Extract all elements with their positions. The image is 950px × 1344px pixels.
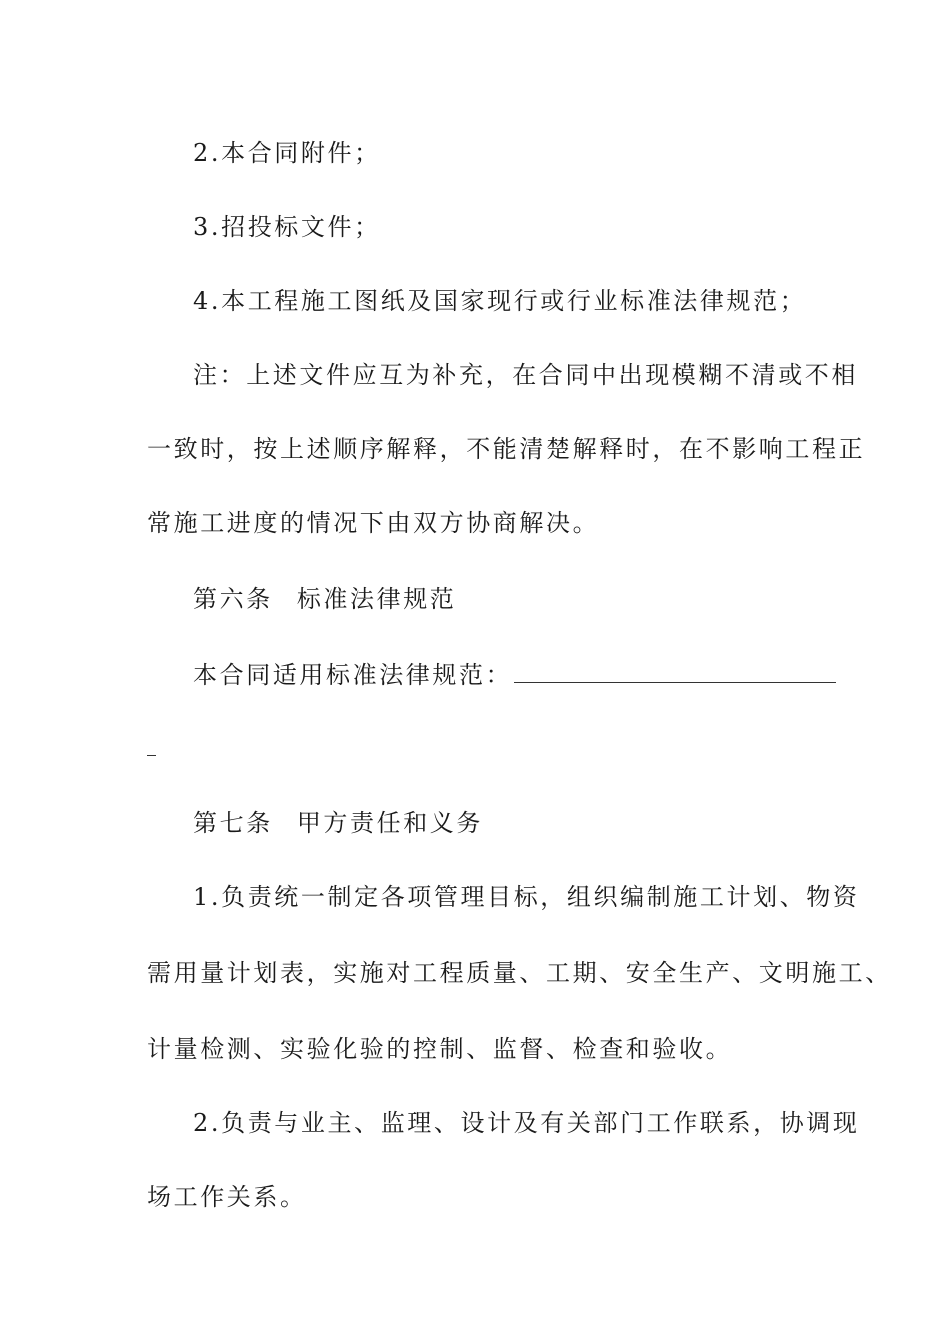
note-paragraph-line-1: 注：上述文件应互为补充，在合同中出现模糊不清或不相: [193, 361, 858, 389]
duty-1-line-2: 需用量计划表，实施对工程质量、工期、安全生产、文明施工、: [147, 959, 892, 987]
list-item-attachments: 2.本合同附件；: [193, 139, 381, 167]
article-6-number: 第六条: [193, 585, 273, 613]
duty-1-line-3: 计量检测、实验化验的控制、监督、检查和验收。: [147, 1035, 733, 1063]
list-item-tender-documents: 3.招投标文件；: [193, 213, 381, 241]
applicable-standards-line: [193, 660, 836, 690]
applicable-standards-blank-continuation: [147, 755, 156, 756]
duty-2-line-1: 2.负责与业主、监理、设计及有关部门工作联系，协调现: [193, 1109, 860, 1137]
article-6-heading: [193, 584, 456, 614]
applicable-standards-blank: [514, 660, 836, 683]
duty-2-line-2: 场工作关系。: [147, 1183, 307, 1211]
note-paragraph-line-3: 常施工进度的情况下由双方协商解决。: [147, 509, 600, 537]
note-paragraph-line-2: 一致时，按上述顺序解释，不能清楚解释时，在不影响工程正: [147, 435, 866, 463]
list-item-drawings-standards: 4.本工程施工图纸及国家现行或行业标准法律规范；: [193, 287, 807, 315]
applicable-standards-label: 本合同适用标准法律规范：: [193, 661, 513, 689]
article-6-title: 标准法律规范: [296, 585, 457, 613]
article-7-number: 第七条: [193, 809, 273, 837]
article-7-heading: [193, 808, 483, 838]
article-7-title: 甲方责任和义务: [296, 809, 484, 837]
duty-1-line-1: 1.负责统一制定各项管理目标，组织编制施工计划、物资: [193, 883, 860, 911]
